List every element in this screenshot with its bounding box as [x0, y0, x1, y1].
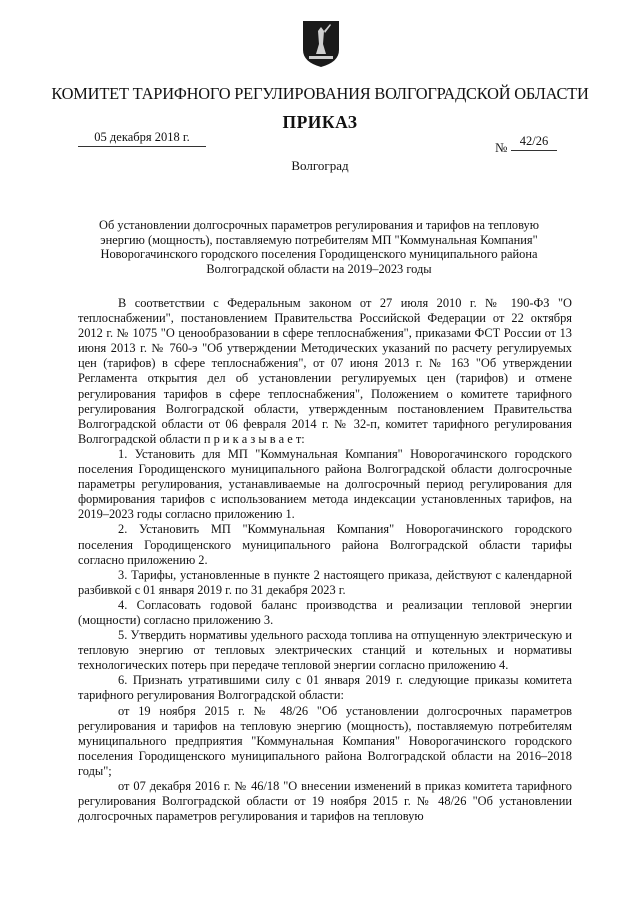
- paragraph-item-3: 3. Тарифы, установленные в пункте 2 настоящего приказа, действуют с календарной разбивкой с 01 января 2019 г. по 31 декабря 2023 г.: [78, 567, 572, 597]
- paragraph-repealed-1: от 19 ноября 2015 г. № 48/26 "Об установлении долгосрочных параметров регулирования и тарифов на тепловую энергию (мощность), поставляемую потребителям муниципального предприятия "Коммунальная Компания" Новорогачинского городского поселения Городищенского муниципального района Волгоградской области на 2016–2018 годы";: [78, 703, 572, 778]
- paragraph-preamble: В соответствии с Федеральным законом от 27 июля 2010 г. № 190-ФЗ "О теплоснабжении", постановлением Правительства Российской Федерации от 22 октября 2012 г. № 1075 "О ценообразовании в сфере теплоснабжения", приказами ФСТ России от 13 июня 2013 г. № 760-э "Об утверждении Методических указаний по расчету регулируемых цен (тарифов) в сфере теплоснабжения", от 07 июня 2013 г. № 163 "Об утверждении Регламента открытия дел об установлении регулируемых цен (тарифов) и отмене регулирования тарифов в сфере теплоснабжения", Положением о комитете тарифного регулирования Волгоградской области, утвержденным постановлением Правительства Волгоградской области от 06 февраля 2014 г. № 32-п, комитет тарифного регулирования Волгоградской области п р и к а з ы в а е т:: [78, 296, 572, 446]
- document-number: 42/26: [511, 134, 557, 151]
- paragraph-item-1: 1. Установить для МП "Коммунальная Компания" Новорогачинского городского поселения Городищенского муниципального района Волгоградской области долгосрочные параметры регулирования, устанавливаемые на долгосрочный период регулирования для формирования тарифов с использованием метода индексации установленных тарифов, на 2019–2023 годы согласно приложению 1.: [78, 446, 572, 522]
- coat-of-arms-icon: [301, 20, 341, 68]
- paragraph-item-5: 5. Утвердить нормативы удельного расхода топлива на отпущенную электрическую и тепловую энергию от тепловых электрических станций и котельных и нормативы технологических потерь при передаче тепловой энергии согласно приложению 4.: [78, 628, 572, 673]
- document-date: 05 декабря 2018 г.: [78, 130, 206, 147]
- city-name: Волгоград: [291, 158, 349, 173]
- committee-title: КОМИТЕТ ТАРИФНОГО РЕГУЛИРОВАНИЯ ВОЛГОГРАДСКОЙ ОБЛАСТИ: [51, 84, 589, 103]
- paragraph-repealed-2: от 07 декабря 2016 г. № 46/18 "О внесении изменений в приказ комитета тарифного регулирования Волгоградской области от 19 ноября 2015 г. № 48/26 "Об установлении долгосрочных параметров регулирования и тарифов на тепловую: [78, 779, 572, 824]
- order-subject: Об установлении долгосрочных параметров регулирования и тарифов на тепловую энергию (мощность), поставляемую потребителям МП "Коммунальная Компания" Новорогачинского городского поселения Городищенского муниципального района Волгоградской области на 2019–2023 годы: [99, 218, 539, 276]
- paragraph-item-2: 2. Установить МП "Коммунальная Компания" Новорогачинского городского поселения Городищенского муниципального района Волгоградской области тарифы согласно приложению 2.: [78, 522, 572, 567]
- order-body: [78, 296, 572, 824]
- number-label: №: [495, 140, 508, 155]
- paragraph-item-6: 6. Признать утратившими силу с 01 января 2019 г. следующие приказы комитета тарифного регулирования Волгоградской области:: [78, 673, 572, 703]
- paragraph-item-4: 4. Согласовать годовой баланс производства и реализации тепловой энергии (мощности) согласно приложению 3.: [78, 597, 572, 627]
- document-type: ПРИКАЗ: [282, 112, 358, 132]
